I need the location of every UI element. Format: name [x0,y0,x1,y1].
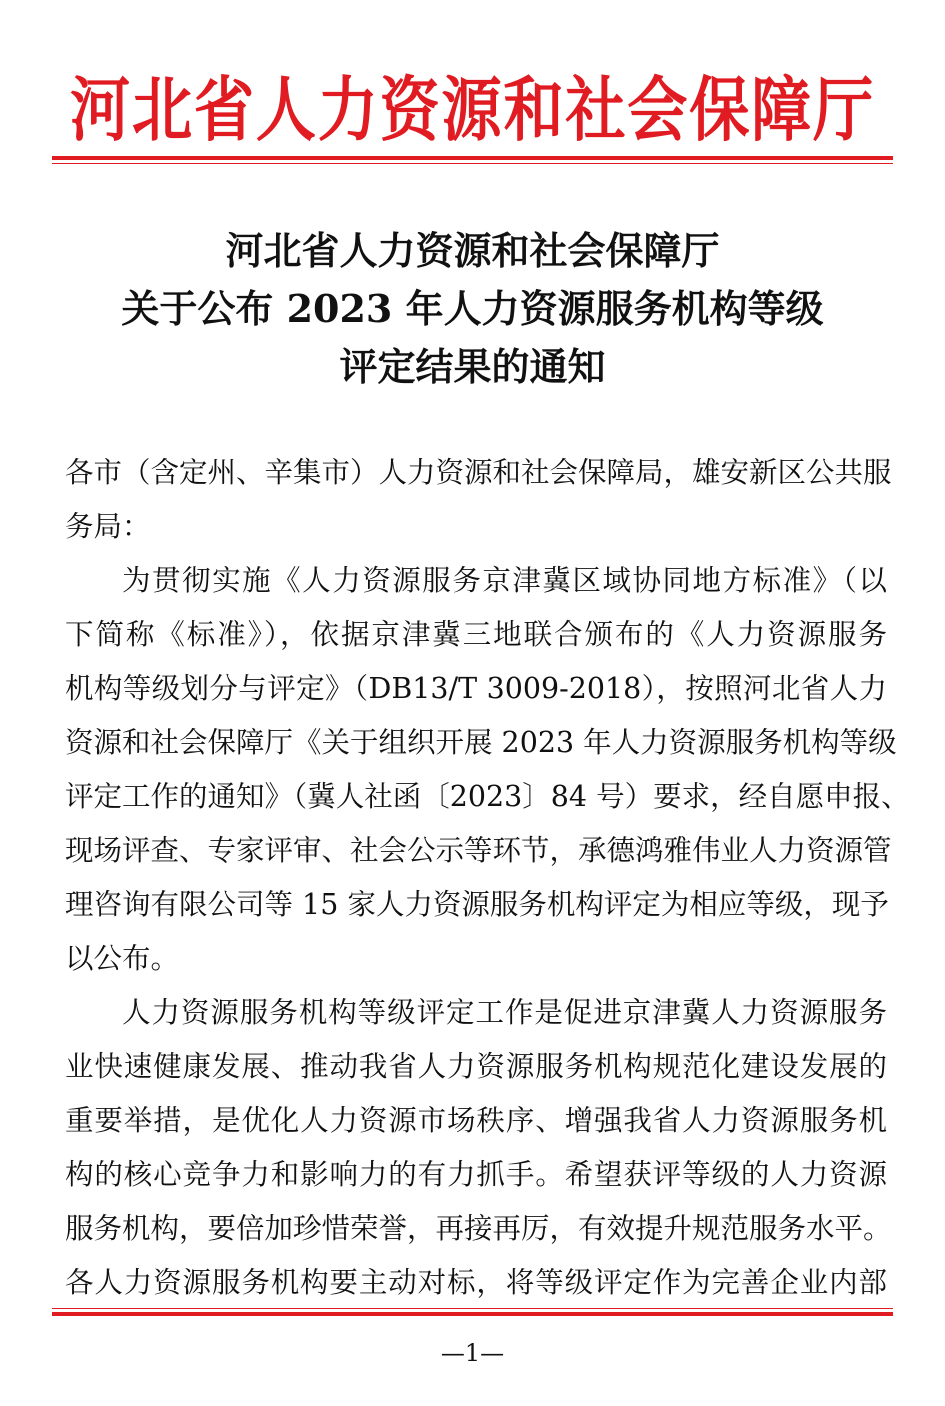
body-line: 业快速健康发展、推动我省人力资源服务机构规范化建设发展的 [65,1050,887,1083]
body-line: 机构等级划分与评定》（DB13/T 3009-2018），按照河北省人力 [65,672,887,705]
document-title-line-2: 关于公布 2023 年人力资源服务机构等级 [121,286,824,331]
body-line: 以公布。 [65,942,180,975]
body-line: 评定工作的通知》（冀人社函〔2023〕84 号）要求，经自愿申报、 [65,780,910,813]
body-line: 理咨询有限公司等 15 家人力资源服务机构评定为相应等级，现予 [65,888,889,921]
body-line: 资源和社会保障厅《关于组织开展 2023 年人力资源服务机构等级 [65,726,897,759]
document-title-line-1: 河北省人力资源和社会保障厅 [225,228,720,273]
body-line: 各市（含定州、辛集市）人力资源和社会保障局，雄安新区公共服 [65,456,892,489]
body-line: 为贯彻实施《人力资源服务京津冀区域协同地方标准》（以 [122,564,887,597]
body-line: 重要举措，是优化人力资源市场秩序、增强我省人力资源服务机 [65,1104,887,1137]
page-number: —1— [440,1339,505,1367]
footer-rule-thick [52,1312,893,1316]
body-line: 各人力资源服务机构要主动对标，将等级评定作为完善企业内部 [65,1266,887,1299]
body-line: 务局： [65,510,151,543]
document-title-line-3: 评定结果的通知 [339,344,606,389]
header-rule-thin [52,163,893,164]
header-title: 河北省人力资源和社会保障厅 [70,68,875,151]
body-line: 服务机构，要倍加珍惜荣誉，再接再厉，有效提升规范服务水平。 [65,1212,892,1245]
body-line: 下简称《标准》），依据京津冀三地联合颁布的《人力资源服务 [65,618,887,651]
footer-rule-thin [52,1308,893,1309]
body-line: 现场评查、专家评审、社会公示等环节，承德鸿雅伟业人力资源管 [65,834,892,867]
body-line: 人力资源服务机构等级评定工作是促进京津冀人力资源服务 [122,996,887,1029]
header-rule-thick [52,156,893,160]
body-line: 构的核心竞争力和影响力的有力抓手。希望获评等级的人力资源 [65,1158,887,1191]
